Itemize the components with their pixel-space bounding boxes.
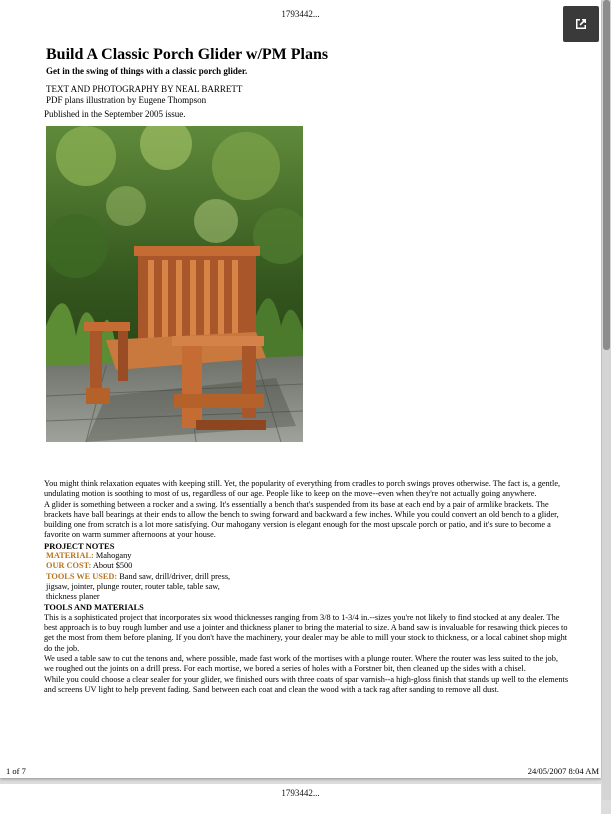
project-notes-title: PROJECT NOTES — [44, 540, 115, 551]
cost-label: OUR COST: — [46, 561, 92, 571]
tools-materials-title: TOOLS AND MATERIALS — [44, 602, 144, 612]
pdf-page-2 — [0, 784, 601, 814]
byline — [46, 84, 242, 106]
tools-label: TOOLS WE USED: — [46, 571, 118, 581]
paragraph-joinery: We used a table saw to cut the tenons and, where possible, made fast work of the mortises with a plunge router. Where the router was less suited to the job, we roughed out the joints on a drill press. For each mortise, we bored a series of holes with a Forstner bit, then cleaned up the sides with a chisel. — [44, 654, 558, 674]
scrollbar-thumb[interactable] — [603, 0, 610, 350]
credit-pdf: PDF plans illustration by Eugene Thompson — [46, 95, 207, 105]
paragraph-glider: A glider is something between a rocker and a swing. It's essentially a bench that's suspended from its base at each end by a pair of armlike brackets. The brackets have ball bearings at their ends to allow the bench to swing forward and backward a few inches. While you could convert an old bench to a glider, building one from scratch is a lot more satisfying. Our mahogany version is elegant enough for the most upscale porch or patio, and it's sure to become a favorite on warm summer afternoons at your house. — [44, 499, 559, 540]
article-title: Build A Classic Porch Glider w/PM Plans — [46, 46, 329, 63]
open-external-button[interactable] — [563, 6, 599, 42]
article-body — [44, 479, 569, 695]
project-notes — [46, 551, 569, 602]
published-date: Published in the September 2005 issue. — [44, 109, 186, 119]
tools-value-3: thickness planer — [46, 592, 100, 602]
page-header: 1793442... — [281, 9, 320, 19]
credit-text: TEXT AND PHOTOGRAPHY BY NEAL BARRETT — [46, 84, 243, 94]
glider-photo — [46, 126, 303, 442]
paragraph-finish: While you could choose a clear sealer for your glider, we finished ours with three coats of spar varnish--a high-gloss finish that stands up well to the elements and screens UV light to help prevent fading. Sand between each coat and clean the wood with a tack rag after sanding to remove all dust. — [44, 674, 569, 694]
material-value: Mahogany — [95, 551, 132, 561]
print-timestamp: 24/05/2007 8:04 AM — [527, 766, 599, 776]
paragraph-intro: You might think relaxation equates with keeping still. Yet, the popularity of everything from cradles to porch swings proves otherwise. The fact is, a gentle, undulating motion is soothing to most of us, regardless of our age. People like to keep on the move--even when they're not actually going anywhere. — [44, 479, 561, 499]
open-external-icon — [573, 16, 589, 32]
tools-value-2: jigsaw, jointer, plunge router, router table, table saw, — [46, 581, 220, 591]
tools-value-1: Band saw, drill/driver, drill press, — [119, 571, 231, 581]
page-2-header: 1793442... — [281, 788, 320, 798]
cost-value: About $500 — [92, 561, 133, 571]
article-subtitle: Get in the swing of things with a classic porch glider. — [46, 66, 248, 76]
scrollbar-track[interactable] — [602, 0, 611, 800]
page-count: 1 of 7 — [6, 766, 26, 776]
paragraph-thickness: This is a sophisticated project that incorporates six wood thicknesses ranging from 3/8 to 1-3/4 in.--sizes you're not likely to find stocked at any dealer. The best approach is to buy rough lumber and use a jointer and thickness planer to bring the material to size. A band saw is invaluable for resawing thick pieces to get the most from them before planing. If you don't have the machinery, your dealer may be able to mill your stock to thickness, or a local cabinet shop might do the job. — [44, 612, 568, 653]
material-label: MATERIAL: — [46, 551, 94, 561]
